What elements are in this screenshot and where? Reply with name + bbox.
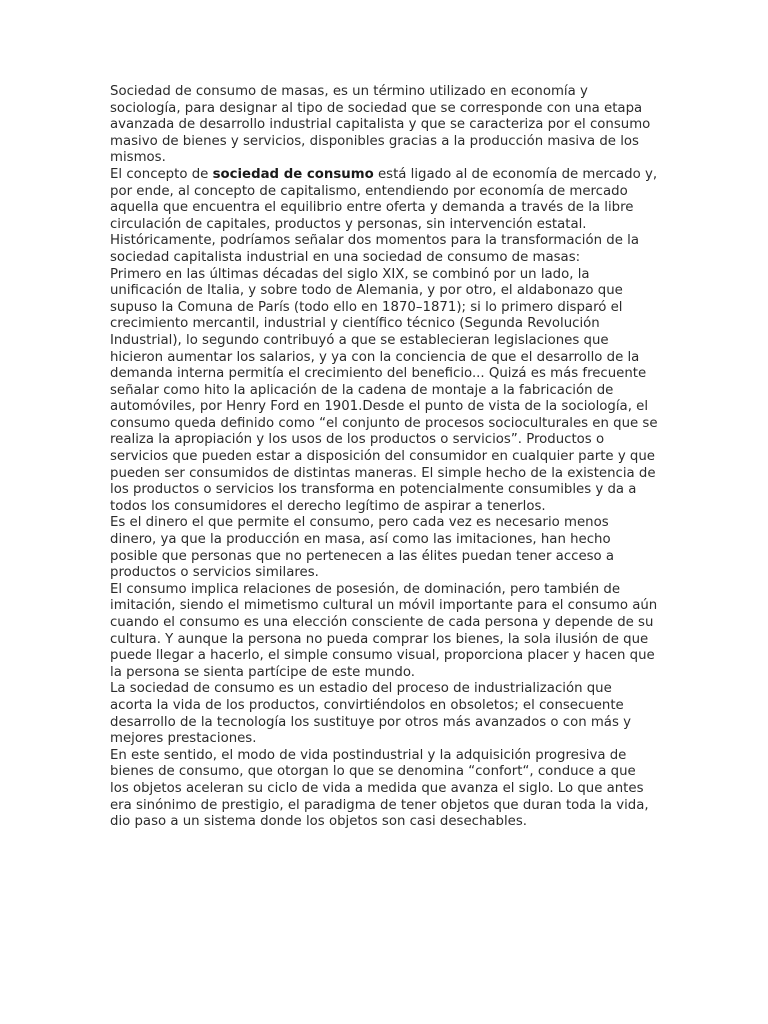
paragraph-text: La sociedad de consumo es un estadio del proceso de industrialización que acorta la vida de los productos, convirtiéndolos en obsoletos; el consecuente desarrollo de la tecnología los sustituye por otros más avanzados o con más y mejores prestaciones. (110, 681, 631, 747)
paragraph-3 (110, 267, 658, 516)
paragraph-text: Es el dinero el que permite el consumo, pero cada vez es necesario menos dinero, ya que la producción en masa, así como las imitaciones, han hecho posible que personas que no pertenecen a las élites puedan tener acceso a productos o servicios similares. (110, 515, 615, 581)
paragraph-1 (110, 84, 658, 167)
paragraph-text: está ligado al de economía de mercado y, por ende, al concepto de capitalismo, entendiendo por economía de mercado aquella que encuentra el equilibrio entre oferta y demanda a través de la libre circulación de capitales, productos y personas, sin intervención estatal. Históricamente, podríamos señalar dos momentos para la transformación de la sociedad capitalista industrial en una sociedad de consumo de masas: (110, 166, 658, 265)
paragraph-text: Sociedad de consumo de masas, es un término utilizado en economía y sociología, para designar al tipo de sociedad que se corresponde con una etapa avanzada de desarrollo industrial capitalista y que se caracteriza por el consumo masivo de bienes y servicios, disponibles gracias a la producción masiva de los mismos. (110, 84, 651, 166)
paragraph-7 (110, 748, 658, 831)
paragraph-5 (110, 582, 658, 682)
paragraph-2 (110, 167, 658, 267)
paragraph-6 (110, 681, 658, 747)
paragraph-text: Primero en las últimas décadas del siglo XIX, se combinó por un lado, la unificación de Italia, y sobre todo de Alemania, y por otro, el aldabonazo que supuso la Comuna de París (todo ello en 1870–1871); si lo primero disparó el crecimiento mercantil, industrial y científico técnico (Segunda Revolución Industrial), lo segundo contribuyó a que se establecieran legislaciones que hicieron aumentar los salarios, y ya con la conciencia de que el desarrollo de la demanda interna permitía el crecimiento del beneficio... Quizá es más frecuente señalar como hito la aplicación de la cadena de montaje a la fabricación de automóviles, por Henry Ford en 1901.Desde el punto de vista de la sociología, el consumo queda definido como “el conjunto de procesos socioculturales en que se realiza la apropiación y los usos de los productos o servicios”. Productos o servicios que pueden estar a disposición del consumidor en cualquier parte y que pueden ser consumidos de distintas maneras. El simple hecho de la existencia de los productos o servicios los transforma en potencialmente consumibles y da a todos los consumidores el derecho legítimo de aspirar a tenerlos. (110, 266, 658, 514)
paragraph-text: El consumo implica relaciones de posesión, de dominación, pero también de imitación, siendo el mimetismo cultural un móvil importante para el consumo aún cuando el consumo es una elección consciente de cada persona y depende de su cultura. Y aunque la persona no pueda comprar los bienes, la sola ilusión de que puede llegar a hacerlo, el simple consumo visual, proporciona placer y hacen que la persona se sienta partícipe de este mundo. (110, 581, 658, 680)
paragraph-text: El concepto de (110, 166, 213, 182)
paragraph-text: En este sentido, el modo de vida postindustrial y la adquisición progresiva de bienes de consumo, que otorgan lo que se denomina “confort“, conduce a que los objetos aceleran su ciclo de vida a medida que avanza el siglo. Lo que antes era sinónimo de prestigio, el paradigma de tener objetos que duran toda la vida, dio paso a un sistema donde los objetos son casi desechables. (110, 747, 649, 830)
document-page (110, 84, 658, 831)
bold-term: sociedad de consumo (212, 166, 374, 182)
paragraph-4 (110, 515, 658, 581)
